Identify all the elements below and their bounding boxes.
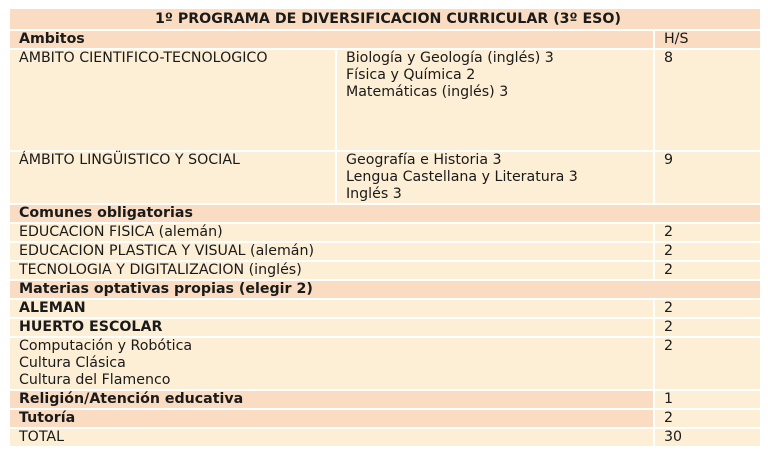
subject-item: Lengua Castellana y Literatura 3 [346,169,578,185]
subject-name: Religión/Atención educativa [9,390,654,409]
table-row [9,223,761,242]
ambito-row-cientifico [9,49,761,151]
ambito-name: ÁMBITO LINGÜISTICO Y SOCIAL [9,151,336,204]
subject-item: Matemáticas (inglés) 3 [346,84,509,100]
subject-hours: 2 [654,223,761,242]
subject-hours: 2 [654,318,761,337]
subject-item: Física y Química 2 [346,67,476,83]
subject-item: Inglés 3 [346,186,402,202]
header-row [9,30,761,49]
subject-hours: 2 [654,299,761,318]
table-row [9,242,761,261]
section-heading-optativas [9,280,761,299]
header-hs: H/S [654,30,761,49]
table-row [9,299,761,318]
ambito-row-linguistico [9,151,761,204]
title-row [9,8,761,30]
ambito-hours: 9 [654,151,761,204]
subject-item: Geografía e Historia 3 [346,152,502,168]
table-row-optional-group [9,337,761,390]
subject-name: TECNOLOGIA Y DIGITALIZACION (inglés) [9,261,654,280]
subject-item: Computación y Robótica [19,338,193,354]
table-row-total [9,428,761,447]
curriculum-table-container [8,7,760,448]
table-row [9,261,761,280]
subject-name: HUERTO ESCOLAR [9,318,654,337]
section-heading-comunes [9,204,761,223]
ambito-subjects [336,49,654,151]
subject-hours: 2 [654,242,761,261]
total-label: TOTAL [9,428,654,447]
subject-hours: 2 [654,337,761,390]
table-row-religion [9,390,761,409]
subject-name: EDUCACION PLASTICA Y VISUAL (alemán) [9,242,654,261]
subject-name: ALEMAN [9,299,654,318]
header-ambitos: Ambitos [9,30,654,49]
table-row [9,318,761,337]
curriculum-table [8,7,762,448]
section-heading: Comunes obligatorias [9,204,761,223]
ambito-subjects [336,151,654,204]
table-row-tutoria [9,409,761,428]
table-title: 1º PROGRAMA DE DIVERSIFICACION CURRICULAR (3º ESO) [9,8,761,30]
total-hours: 30 [654,428,761,447]
subject-name: Tutoría [9,409,654,428]
subject-name: EDUCACION FISICA (alemán) [9,223,654,242]
ambito-name: AMBITO CIENTIFICO-TECNOLOGICO [9,49,336,151]
subject-item: Cultura Clásica [19,355,126,371]
subject-hours: 2 [654,261,761,280]
section-heading: Materias optativas propias (elegir 2) [9,280,761,299]
subject-item: Biología y Geología (inglés) 3 [346,50,554,66]
subject-hours: 2 [654,409,761,428]
subject-item: Cultura del Flamenco [19,372,171,388]
ambito-hours: 8 [654,49,761,151]
subject-hours: 1 [654,390,761,409]
subject-group [9,337,654,390]
